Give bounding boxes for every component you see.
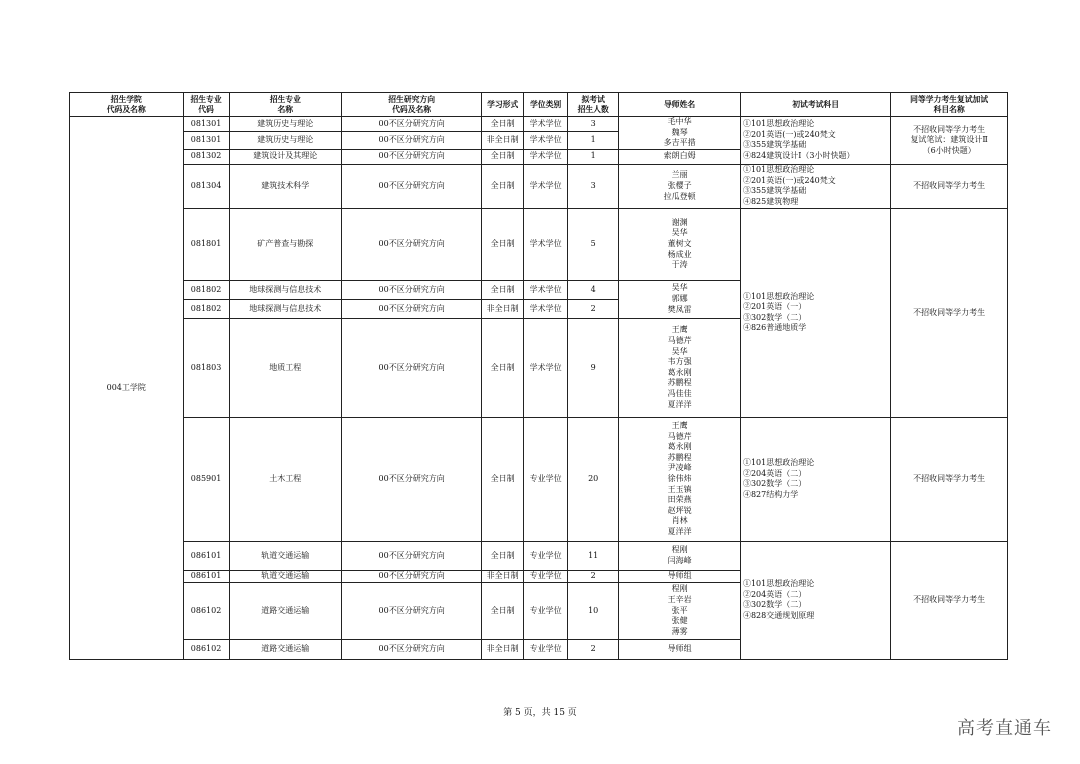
mode-cell: 全日制: [482, 541, 524, 570]
direction-cell: 00不区分研究方向: [342, 570, 482, 582]
major-code-cell: 081304: [183, 164, 229, 208]
direction-cell: 00不区分研究方向: [342, 541, 482, 570]
header-college: 招生学院 代码及名称: [70, 93, 184, 117]
major-name-cell: 建筑历史与理论: [229, 131, 342, 149]
major-name-cell: 轨道交通运输: [229, 570, 342, 582]
degree-cell: 学术学位: [524, 164, 568, 208]
header-major-name: 招生专业 名称: [229, 93, 342, 117]
major-name-cell: 建筑历史与理论: [229, 117, 342, 132]
quota-cell: 11: [568, 541, 619, 570]
header-direction: 招生研究方向 代码及名称: [342, 93, 482, 117]
degree-cell: 专业学位: [524, 582, 568, 639]
quota-cell: 2: [568, 639, 619, 659]
advisor-cell: 导师组: [619, 639, 741, 659]
quota-cell: 1: [568, 149, 619, 164]
exam-cell: ①101思想政治理论 ②201英语(一)或240梵文 ③355建筑学基础 ④824建筑设计Ⅰ（3小时快题）: [740, 117, 890, 165]
quota-cell: 5: [568, 208, 619, 280]
major-name-cell: 地质工程: [229, 318, 342, 417]
direction-cell: 00不区分研究方向: [342, 149, 482, 164]
major-code-cell: 086101: [183, 570, 229, 582]
direction-cell: 00不区分研究方向: [342, 299, 482, 318]
header-advisor: 导师姓名: [619, 93, 741, 117]
page-number: 第 5 页，共 15 页: [503, 708, 577, 718]
major-name-cell: 地球探测与信息技术: [229, 299, 342, 318]
header-major-code: 招生专业 代码: [183, 93, 229, 117]
degree-cell: 学术学位: [524, 299, 568, 318]
advisor-cell: 导师组: [619, 570, 741, 582]
advisor-cell: 程刚 闫海峰: [619, 541, 741, 570]
mode-cell: 全日制: [482, 164, 524, 208]
mode-cell: 全日制: [482, 318, 524, 417]
direction-cell: 00不区分研究方向: [342, 582, 482, 639]
advisor-cell: 王鹰 马德芹 葛永刚 苏鹏程 尹凌峰 徐伟炜 王玉镇 田荣燕 赵坪锐 肖林 夏洋洋: [619, 417, 741, 541]
quota-cell: 20: [568, 417, 619, 541]
degree-cell: 学术学位: [524, 131, 568, 149]
mode-cell: 全日制: [482, 149, 524, 164]
major-name-cell: 地球探测与信息技术: [229, 280, 342, 299]
direction-cell: 00不区分研究方向: [342, 117, 482, 132]
major-code-cell: 086101: [183, 541, 229, 570]
header-mode: 学习形式: [482, 93, 524, 117]
mode-cell: 非全日制: [482, 570, 524, 582]
header-row: [70, 93, 1008, 117]
degree-cell: 学术学位: [524, 280, 568, 299]
advisor-cell: 王鹰 马德芹 吴华 韦方强 葛永刚 苏鹏程 冯佳佳 夏洋洋: [619, 318, 741, 417]
mode-cell: 全日制: [482, 117, 524, 132]
direction-cell: 00不区分研究方向: [342, 208, 482, 280]
mode-cell: 非全日制: [482, 131, 524, 149]
quota-cell: 1: [568, 131, 619, 149]
quota-cell: 3: [568, 164, 619, 208]
major-code-cell: 081803: [183, 318, 229, 417]
mode-cell: 全日制: [482, 582, 524, 639]
major-code-cell: 081302: [183, 149, 229, 164]
admissions-table: [69, 92, 1008, 660]
equiv-cell: 不招收同等学力考生: [891, 417, 1008, 541]
college-cell: 004工学院: [70, 117, 184, 660]
equiv-cell: 不招收同等学力考生: [891, 164, 1008, 208]
mode-cell: 全日制: [482, 417, 524, 541]
major-name-cell: 土木工程: [229, 417, 342, 541]
major-name-cell: 道路交通运输: [229, 582, 342, 639]
major-code-cell: 081802: [183, 299, 229, 318]
table-row: [70, 208, 1008, 280]
table-row: [70, 417, 1008, 541]
quota-cell: 2: [568, 299, 619, 318]
exam-cell: ①101思想政治理论 ②204英语（二） ③302数学（二） ④827结构力学: [740, 417, 890, 541]
major-code-cell: 081301: [183, 131, 229, 149]
major-code-cell: 081801: [183, 208, 229, 280]
direction-cell: 00不区分研究方向: [342, 417, 482, 541]
advisor-cell: 吴华 郭娜 樊凤雷: [619, 280, 741, 318]
degree-cell: 专业学位: [524, 639, 568, 659]
header-equiv: 同等学力考生复试加试 科目名称: [891, 93, 1008, 117]
table-row: [70, 541, 1008, 570]
exam-cell: ①101思想政治理论 ②201英语(一)或240梵文 ③355建筑学基础 ④825建筑物理: [740, 164, 890, 208]
major-name-cell: 道路交通运输: [229, 639, 342, 659]
degree-cell: 专业学位: [524, 417, 568, 541]
advisor-cell: 索朗白姆: [619, 149, 741, 164]
watermark: 高考直通车: [957, 718, 1052, 739]
advisor-cell: 毛中华 魏琴 多吉平措: [619, 117, 741, 150]
major-name-cell: 建筑设计及其理论: [229, 149, 342, 164]
quota-cell: 4: [568, 280, 619, 299]
header-exam: 初试考试科目: [740, 93, 890, 117]
direction-cell: 00不区分研究方向: [342, 318, 482, 417]
direction-cell: 00不区分研究方向: [342, 639, 482, 659]
degree-cell: 学术学位: [524, 208, 568, 280]
direction-cell: 00不区分研究方向: [342, 164, 482, 208]
direction-cell: 00不区分研究方向: [342, 280, 482, 299]
equiv-cell: 不招收同等学力考生 复试笔试：建筑设计Ⅱ （6小时快题）: [891, 117, 1008, 165]
equiv-cell: 不招收同等学力考生: [891, 541, 1008, 659]
major-code-cell: 085901: [183, 417, 229, 541]
quota-cell: 2: [568, 570, 619, 582]
major-name-cell: 矿产普查与勘探: [229, 208, 342, 280]
header-degree: 学位类别: [524, 93, 568, 117]
mode-cell: 全日制: [482, 280, 524, 299]
quota-cell: 9: [568, 318, 619, 417]
table-row: [70, 117, 1008, 132]
major-code-cell: 086102: [183, 639, 229, 659]
advisor-cell: 兰丽 张樱子 拉瓜登顿: [619, 164, 741, 208]
major-name-cell: 建筑技术科学: [229, 164, 342, 208]
major-code-cell: 081802: [183, 280, 229, 299]
direction-cell: 00不区分研究方向: [342, 131, 482, 149]
header-quota: 拟考试 招生人数: [568, 93, 619, 117]
table-row: [70, 164, 1008, 208]
mode-cell: 全日制: [482, 208, 524, 280]
degree-cell: 学术学位: [524, 318, 568, 417]
major-name-cell: 轨道交通运输: [229, 541, 342, 570]
mode-cell: 非全日制: [482, 639, 524, 659]
quota-cell: 3: [568, 117, 619, 132]
advisor-cell: 谢渊 吴华 董树文 杨成业 于涛: [619, 208, 741, 280]
degree-cell: 学术学位: [524, 149, 568, 164]
major-code-cell: 081301: [183, 117, 229, 132]
degree-cell: 专业学位: [524, 570, 568, 582]
advisor-cell: 程刚 王辛岩 张平 张健 薄雾: [619, 582, 741, 639]
quota-cell: 10: [568, 582, 619, 639]
exam-cell: ①101思想政治理论 ②201英语（一） ③302数学（二） ④826普通地质学: [740, 208, 890, 417]
degree-cell: 学术学位: [524, 117, 568, 132]
exam-cell: ①101思想政治理论 ②204英语（二） ③302数学（二） ④828交通规划原理: [740, 541, 890, 659]
major-code-cell: 086102: [183, 582, 229, 639]
equiv-cell: 不招收同等学力考生: [891, 208, 1008, 417]
degree-cell: 专业学位: [524, 541, 568, 570]
mode-cell: 非全日制: [482, 299, 524, 318]
